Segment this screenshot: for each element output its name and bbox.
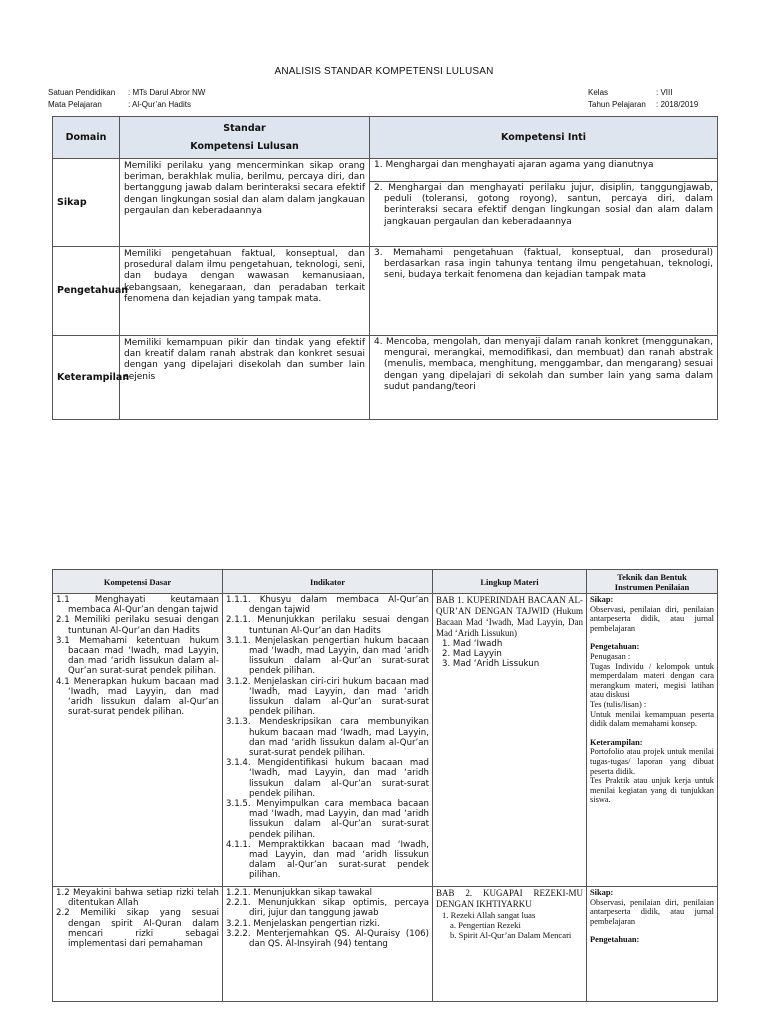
kd-cell: [53, 594, 223, 887]
teknik-pengetahuan-label: Pengetahuan:: [590, 642, 640, 652]
kd-cell: [53, 887, 223, 1002]
ki-item: 3. Memahami pengetahuan (faktual, konseptual, dan prosedural) berdasarkan rasa ingin tahunya tentang ilmu pengetahuan, teknologi, seni, budaya terkait fenomena dan kejadian tampak mata: [374, 248, 713, 281]
meta-kelas-label: Kelas: [588, 88, 609, 97]
meta-left: [48, 87, 205, 111]
header-skl: [120, 117, 370, 159]
indikator-cell: [223, 594, 433, 887]
meta-tahun-label: Tahun Pelajaran: [588, 100, 646, 109]
ki-cell: [370, 336, 718, 420]
indikator-item: 3.2.1. Menjelaskan pengertian rizki.: [226, 918, 380, 929]
meta-satuan: [48, 87, 205, 99]
domain-cell: Sikap: [53, 159, 120, 247]
indikator-item: 4.1.1. Mempraktikkan bacaan mad ‘Iwadh, mad Layyin, dan mad ‘aridh lissukun dalam al-Qur’an surat-surat pendek pilihan.: [226, 839, 429, 881]
header-teknik: [587, 570, 718, 594]
skl-cell: Memiliki perilaku yang mencerminkan sikap orang beriman, berakhlak mulia, berilmu, percaya diri, dan bertanggung jawab dalam berinteraksi secara efektif dengan lingkungan sosial dan alam dalam jangkauan pergaulan dan keberadaannya: [120, 159, 370, 247]
lingkup-subitem: b. Spirit Al-Qur’an Dalam Mencari: [450, 930, 572, 941]
lingkup-heading: BAB 1. KUPERINDAH BACAAN AL-QUR’AN DENGAN TAJWID (Hukum Bacaan Mad ‘Iwadh, Mad Layyin, Dan Mad ‘Aridh Lissukun): [436, 595, 583, 638]
teknik-line: Untuk menilai kemampuan peserta didik dalam memahami konsep.: [590, 709, 714, 729]
ki-item: 2. Menghargai dan menghayati perilaku jujur, disiplin, tanggungjawab, peduli (toleransi, gotong royong), santun, percaya diri, dalam berinteraksi secara efektif dengan lingkungan sosial dan alam dalam jangkauan pergaulan dan keberadaannya: [374, 183, 713, 227]
lingkup-item: 1. Mad ‘Iwadh: [442, 639, 503, 649]
lingkup-item: 2. Mad Layyin: [442, 649, 502, 660]
teknik-line: Tes Praktik atau unjuk kerja untuk menilai kegiatan yang di tunjukkan siswa.: [590, 776, 714, 805]
lingkup-heading: BAB 2. KUGAPAI REZEKI-MU DENGAN IKHTIYARKU: [436, 888, 583, 909]
header-indikator: Indikator: [223, 570, 433, 594]
lingkup-subitem: a. Pengertian Rezeki: [450, 920, 521, 931]
page-title: ANALISIS STANDAR KOMPETENSI LULUSAN: [274, 66, 494, 77]
kd-row-2: [53, 887, 718, 1002]
teknik-sikap-label: Sikap:: [590, 595, 614, 604]
skl-cell: Memiliki kemampuan pikir dan tindak yang efektif dan kreatif dalam ranah abstrak dan konkret sesuai dengan yang dipelajari disekolah dan sumber lain sejenis: [120, 336, 370, 420]
teknik-line: Tugas Individu / kelompok untuk memperdalam materi dengan cara merangkum materi, megisi latihan atau diskusi: [590, 661, 714, 700]
meta-right: [588, 87, 698, 111]
ki-item: 4. Mencoba, mengolah, dan menyaji dalam ranah konkret (menggunakan, mengurai, merangkai, memodifikasi, dan membuat) dan ranah abstrak (menulis, membaca, menghitung, menggambar, dan mengarang) sesuai dengan yang dipelajari di sekolah dan sumber lain yang sama dalam sudut pandang/teori: [374, 337, 713, 392]
indikator-item: 2.2.1. Menunjukkan sikap optimis, percaya diri, jujur dan tanggung jawab: [226, 898, 429, 919]
indikator-item: 3.1.4. Mengidentifikasi hukum bacaan mad ‘Iwadh, mad Layyin, dan mad ‘aridh lissukun dalam al-Qur’an surat-surat pendek pilihan.: [226, 758, 429, 799]
indikator-item: 2.1.1. Menunjukkan perilaku sesuai dengan tuntunan Al-Qur’an dan Hadits: [226, 615, 429, 636]
teknik-keterampilan-label: Keterampilan:: [590, 737, 643, 747]
teknik-sikap-text: Observasi, penilaian diri, penilaian antarpeserta didik, atau jurnal pembelajaran: [590, 897, 714, 926]
skl-row-pengetahuan: [53, 247, 718, 336]
teknik-line: Portofolio atau projek untuk menilai tugas-tugas/ laporan yang dibuat peserta didik.: [590, 747, 714, 776]
indikator-item: 1.1.1. Khusyu dalam membaca Al-Qur’an dengan tajwid: [226, 595, 429, 616]
meta-kelas: [588, 87, 698, 99]
meta-mapel-label: Mata Pelajaran: [48, 100, 102, 109]
kd-item: 2.1 Memiliki perilaku sesuai dengan tuntunan Al-Qur’an dan Hadits: [56, 615, 219, 636]
kd-item: 2.2 Memiliki sikap yang sesuai dengan spirit Al-Quran dalam mencari rizki sebagai implementasi dari pemahaman: [56, 908, 219, 950]
kd-item: 1.2 Meyakini bahwa setiap rizki telah ditentukan Allah: [56, 888, 219, 909]
meta-satuan-label: Satuan Pendidikan: [48, 88, 116, 97]
header-lingkup: Lingkup Materi: [433, 570, 587, 594]
header-ki: Kompetensi Inti: [370, 117, 718, 159]
meta-satuan-value: : MTs Darul Abror NW: [128, 88, 206, 97]
skl-table: [52, 116, 718, 420]
kd-header-row: [53, 570, 718, 594]
lingkup-cell: [433, 887, 587, 1002]
skl-row-keterampilan: [53, 336, 718, 420]
skl-row-sikap: [53, 159, 718, 247]
header-skl-line2: Kompetensi Lulusan: [190, 140, 299, 152]
meta-mapel-value: : Al-Qur’an Hadits: [128, 100, 191, 109]
kd-item: 1.1 Menghayati keutamaan membaca Al-Qur’an dengan tajwid: [56, 595, 219, 616]
header-skl-line1: Standar: [223, 123, 266, 135]
indikator-item: 3.1.5. Menyimpulkan cara membaca bacaan mad ‘Iwadh, mad Layyin, dan mad ‘aridh lissukun dalam al-Qur’an surat-surat pendek pilihan.: [226, 799, 429, 840]
teknik-pengetahuan-label: Pengetahuan:: [590, 935, 640, 945]
indikator-item: 3.1.2. Menjelaskan ciri-ciri hukum bacaan mad ‘Iwadh, mad Layyin, dan mad ‘aridh lissukun dalam al-Qur’an surat-surat pendek pilihan.: [226, 676, 429, 718]
indikator-item: 3.1.3. Mendeskripsikan cara membunyikan hukum bacaan mad ‘Iwadh, mad Layyin, dan mad ‘aridh lissukun dalam al-Qur’an surat-surat pendek pilihan.: [226, 717, 429, 759]
skl-header-row: [53, 117, 718, 159]
lingkup-item: 3. Mad ‘Aridh Lissukun: [442, 659, 540, 670]
teknik-cell: [587, 887, 718, 1002]
indikator-cell: [223, 887, 433, 1002]
teknik-line: Penugasan :: [590, 651, 631, 661]
teknik-cell: [587, 594, 718, 887]
header-teknik-line1: Teknik dan Bentuk: [617, 571, 687, 582]
ki-cell: [370, 247, 718, 336]
header-teknik-line2: Instrumen Penilaian: [614, 581, 690, 592]
teknik-sikap-text: Observasi, penilaian diri, penilaian antarpeserta didik, atau jurnal pembelajaran: [590, 604, 714, 633]
skl-cell: Memiliki pengetahuan faktual, konseptual, dan prosedural dalam ilmu pengetahuan, teknologi, seni, dan budaya dengan wawasan kemanusiaan, kebangsaan, kenegaraan, dan peradaban terkait fenomena dan kejadian yang tampak mata.: [120, 247, 370, 336]
meta-tahun-value: : 2018/2019: [656, 100, 699, 109]
teknik-line: Tes (tulis/lisan) :: [590, 699, 647, 709]
kd-row-1: [53, 594, 718, 887]
header-kd: Kompetensi Dasar: [53, 570, 223, 594]
domain-cell: Keterampilan: [53, 336, 120, 420]
meta-mapel: [48, 99, 205, 111]
indikator-item: 3.1.1. Menjelaskan pengertian hukum bacaan mad ‘Iwadh, mad Layyin, dan mad ‘aridh lissukun dalam al-Qur’an surat-surat pendek pilihan.: [226, 635, 429, 677]
meta-tahun: [588, 99, 698, 111]
ki-item: 1. Menghargai dan menghayati ajaran agama yang dianutnya: [370, 159, 717, 182]
header-domain: Domain: [53, 117, 120, 159]
indikator-item: 1.2.1. Menunjukkan sikap tawakal: [226, 888, 373, 898]
indikator-item: 3.2.2. Menterjemahkan QS. Al-Quraisy (106) dan QS. Al-Insyirah (94) tentang: [226, 928, 429, 950]
kd-item: 4.1 Menerapkan hukum bacaan mad ‘Iwadh, mad Layyin, dan mad ‘aridh lissukun dalam al-Qur’an surat-surat pendek pilihan.: [56, 676, 219, 718]
domain-cell: Pengetahuan: [53, 247, 120, 336]
kd-item: 3.1 Memahami ketentuan hukum bacaan mad ‘Iwadh, mad Layyin, dan mad ‘aridh lissukun dalam al-Qur’an surat-surat pendek pilihan.: [56, 635, 219, 677]
kd-table: [52, 569, 718, 1002]
meta-kelas-value: : VIII: [656, 88, 673, 97]
ki-cell: [370, 159, 718, 247]
teknik-sikap-label: Sikap:: [590, 888, 614, 897]
lingkup-item: 1. Rezeki Allah sangat luas: [442, 910, 536, 920]
lingkup-cell: [433, 594, 587, 887]
